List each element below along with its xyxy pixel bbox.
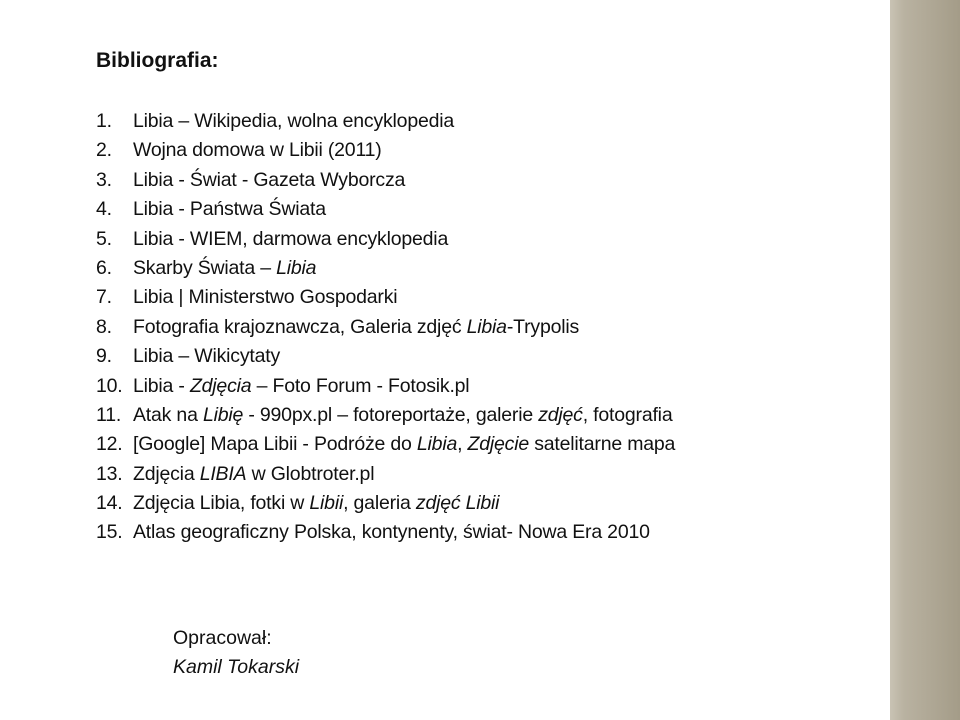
item-text: Wojna domowa w Libii (2011): [133, 139, 382, 162]
item-text: Libia: [276, 256, 317, 279]
decorative-side-bar: [890, 0, 960, 720]
item-text: ,: [457, 433, 468, 456]
item-text: LIBIA: [199, 462, 247, 485]
item-text: Libia - WIEM, darmowa encyklopedia: [133, 227, 449, 250]
item-text: Libia: [466, 315, 507, 338]
item-number: 7.: [96, 286, 112, 309]
item-text: - 990px.pl – fotoreportaże, galerie: [243, 403, 539, 426]
item-text: zdjęć: [538, 403, 583, 426]
item-text: – Foto Forum - Fotosik.pl: [251, 374, 470, 397]
bibliography-item[interactable]: [96, 313, 675, 342]
item-text: Zdjęcia Libia, fotki w: [133, 492, 310, 515]
item-text: Libia | Ministerstwo Gospodarki: [133, 286, 398, 309]
item-text: -Trypolis: [506, 315, 580, 338]
bibliography-item[interactable]: [96, 195, 675, 224]
item-number: 14.: [96, 492, 123, 515]
item-text: Zdjęcia: [189, 374, 252, 397]
item-text: Skarby Świata –: [133, 256, 277, 279]
item-text: , fotografia: [582, 403, 673, 426]
bibliography-item[interactable]: [96, 166, 675, 195]
item-text: Libię: [202, 403, 244, 426]
footer-label: Opracował:: [173, 627, 272, 649]
item-number: 12.: [96, 433, 123, 456]
footer-author: Kamil Tokarski: [173, 656, 300, 678]
item-text: Libii: [309, 492, 344, 515]
page-title: Bibliografia:: [96, 49, 219, 72]
item-text: , galeria: [343, 492, 416, 515]
bibliography-item[interactable]: [96, 342, 675, 371]
item-text: satelitarne mapa: [529, 433, 676, 456]
item-text: Zdjęcia: [133, 462, 200, 485]
bibliography-item[interactable]: [96, 254, 675, 283]
item-number: 9.: [96, 345, 112, 368]
bibliography-item[interactable]: [96, 107, 675, 136]
item-number: 10.: [96, 374, 123, 397]
bibliography-item[interactable]: [96, 460, 675, 489]
item-text: Libia – Wikipedia, wolna encyklopedia: [133, 110, 455, 132]
item-number: 5.: [96, 227, 112, 250]
item-text: Libia - Świat - Gazeta Wyborcza: [133, 168, 406, 191]
item-number: 3.: [96, 168, 112, 191]
bibliography-list: [96, 107, 675, 548]
item-number: 6.: [96, 256, 112, 279]
item-text: Libia - Państwa Świata: [133, 198, 326, 221]
item-text: Atlas geograficzny Polska, kontynenty, świat- Nowa Era 2010: [133, 521, 650, 544]
item-text: [Google] Mapa Libii - Podróże do: [133, 433, 417, 456]
item-text: Libia: [416, 433, 458, 456]
bibliography-item[interactable]: [96, 283, 675, 312]
item-number: 2.: [96, 139, 112, 162]
footer: [173, 624, 299, 682]
bibliography-item[interactable]: [96, 401, 675, 430]
item-text: Libia -: [133, 374, 190, 397]
item-number: 1.: [96, 110, 112, 132]
bibliography-item[interactable]: [96, 372, 675, 401]
item-number: 13.: [96, 462, 123, 485]
bibliography-item[interactable]: [96, 430, 675, 459]
item-text: w Globtroter.pl: [246, 462, 375, 485]
bibliography-item[interactable]: [96, 225, 675, 254]
item-number: 4.: [96, 198, 112, 221]
bibliography-item[interactable]: [96, 136, 675, 165]
item-number: 8.: [96, 315, 112, 338]
item-text: Fotografia krajoznawcza, Galeria zdjęć: [133, 315, 467, 338]
item-text: zdjęć Libii: [415, 492, 500, 515]
bibliography-item[interactable]: [96, 489, 675, 518]
item-number: 11.: [96, 403, 122, 426]
item-text: Libia – Wikicytaty: [133, 345, 281, 368]
item-number: 15.: [96, 521, 123, 544]
item-text: Zdjęcie: [467, 433, 530, 456]
item-text: Atak na: [133, 403, 203, 426]
bibliography-item[interactable]: [96, 518, 675, 547]
